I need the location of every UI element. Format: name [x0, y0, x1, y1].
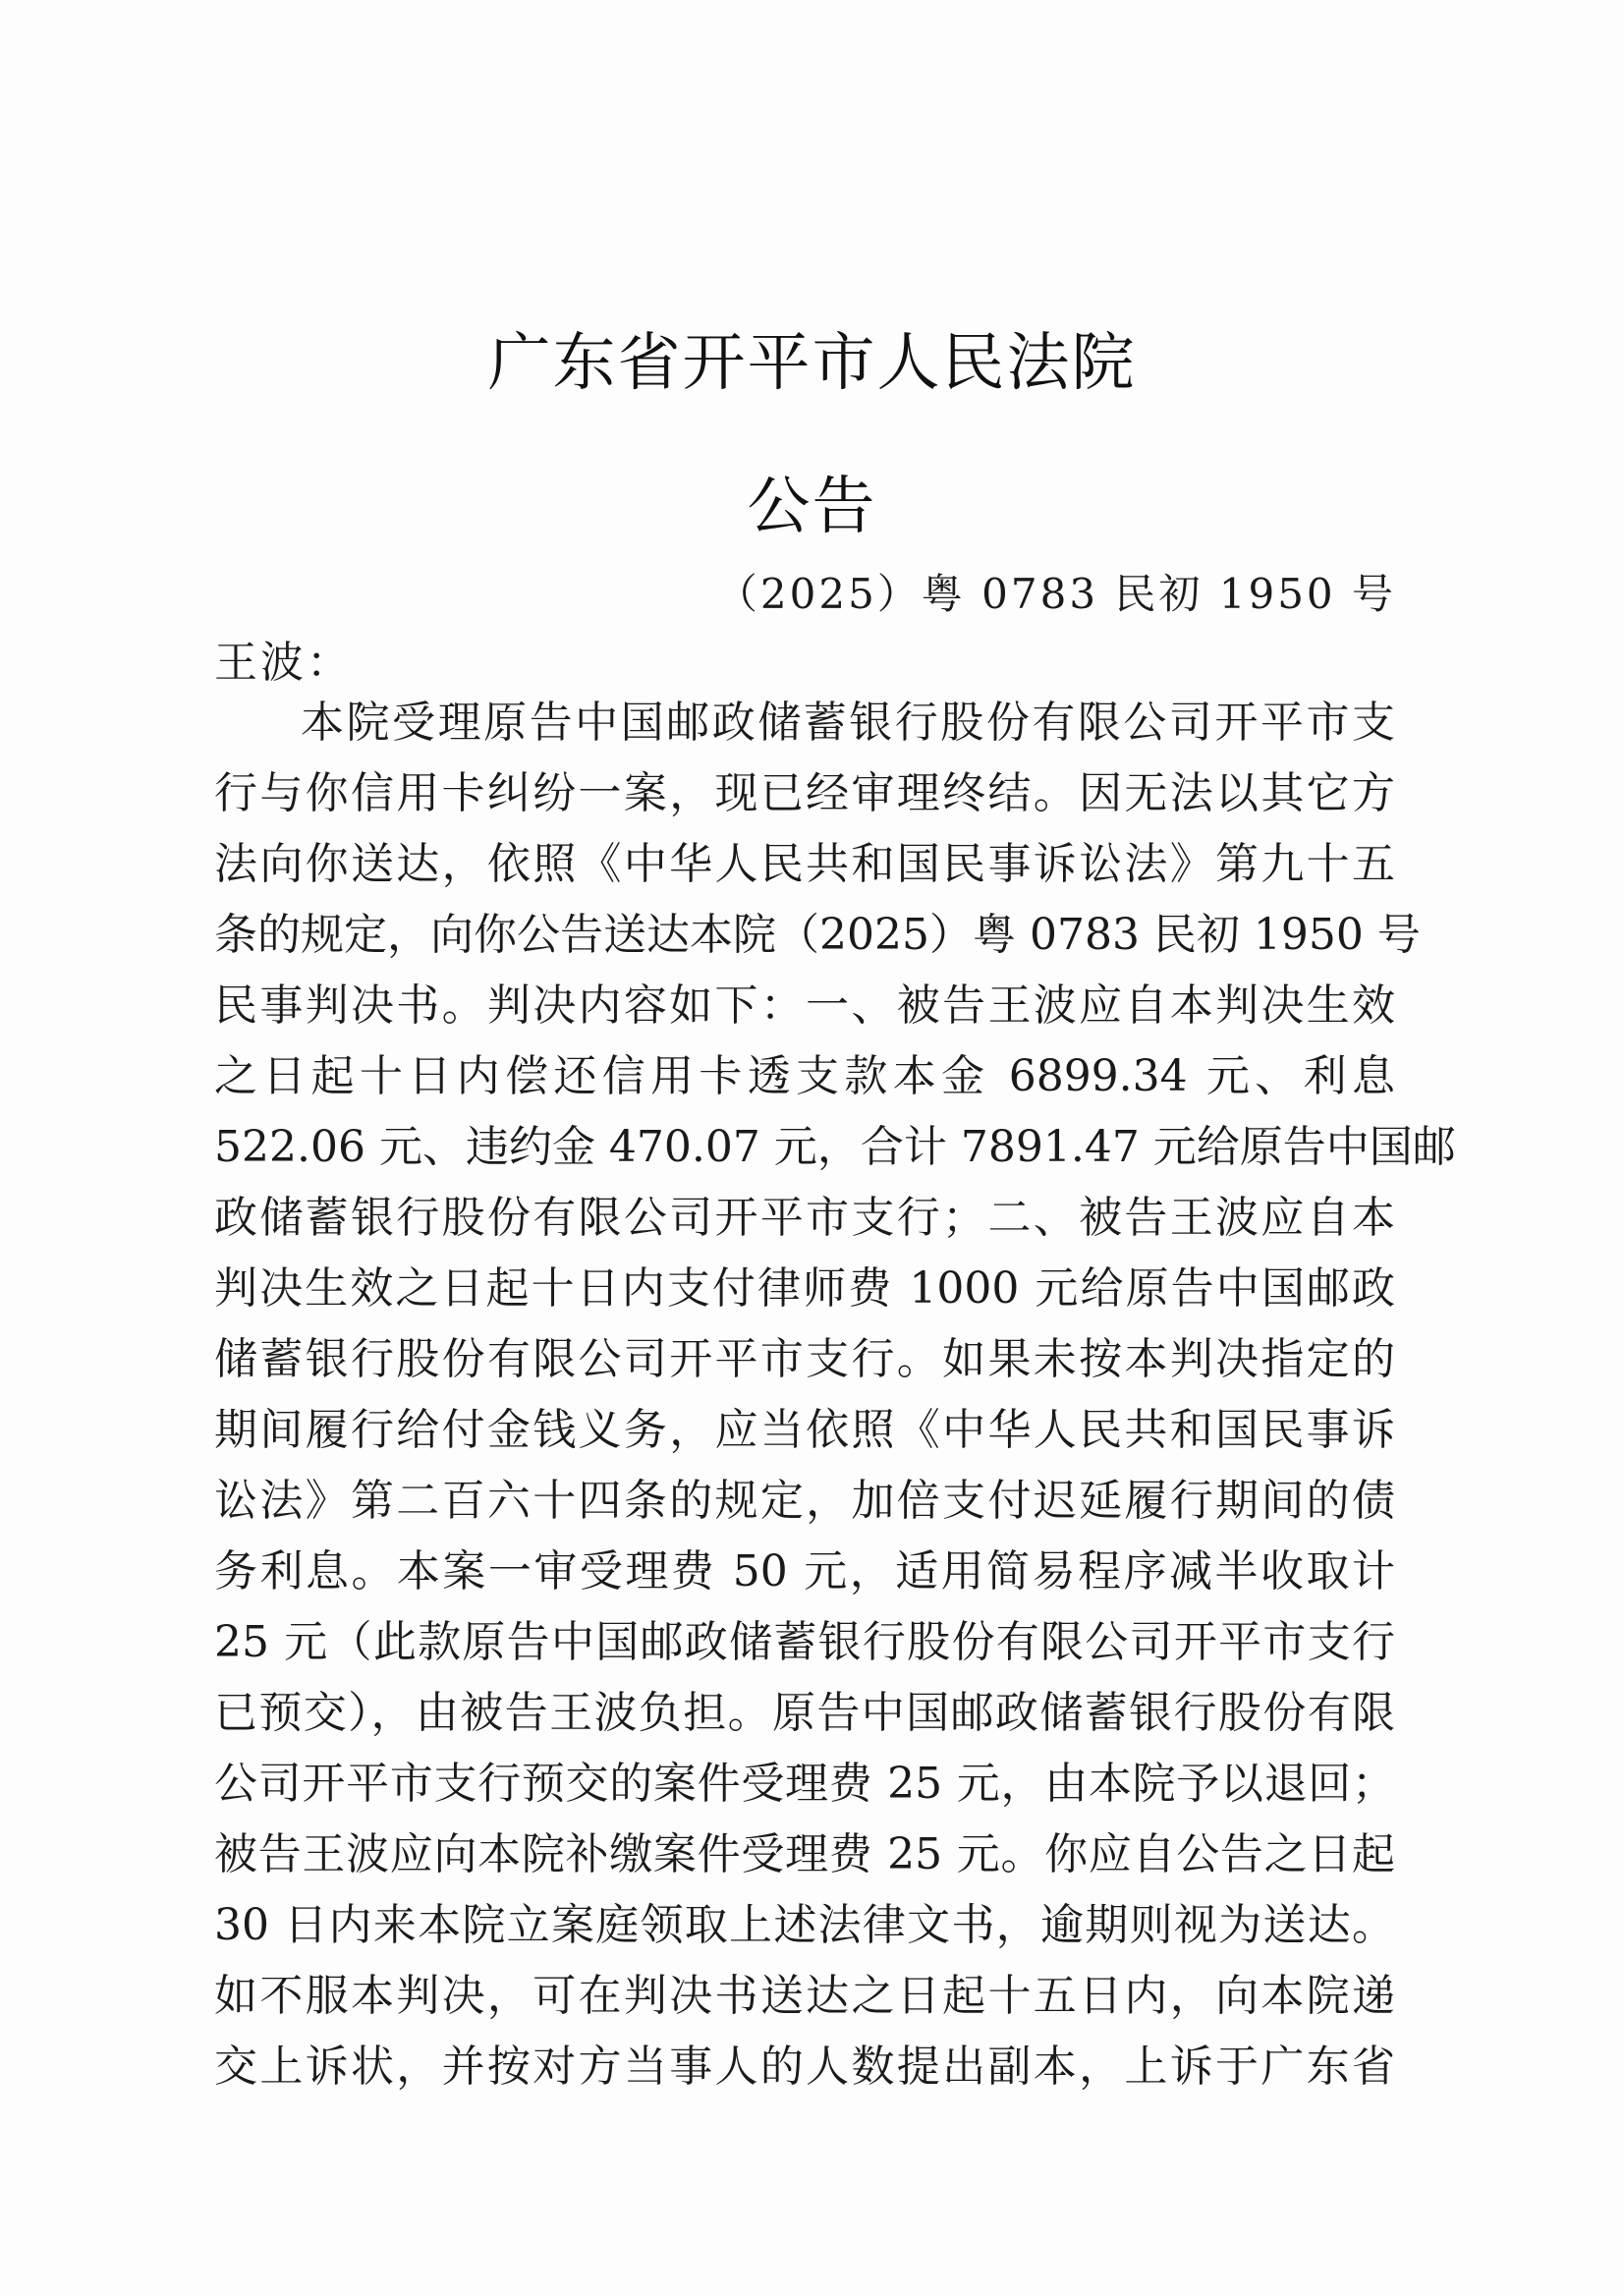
body-line: 政储蓄银行股份有限公司开平市支行；二、被告王波应自本 [214, 1193, 1395, 1243]
body-line: 522.06 元、违约金 470.07 元，合计 7891.47 元给原告中国邮 [214, 1122, 1456, 1172]
body-line: 交上诉状，并按对方当事人的人数提出副本，上诉于广东省 [214, 2042, 1395, 2092]
body-line: 如不服本判决，可在判决书送达之日起十五日内，向本院递 [214, 1971, 1395, 2021]
notice-body [214, 688, 1456, 2102]
body-line: 本院受理原告中国邮政储蓄银行股份有限公司开平市支 [301, 698, 1395, 748]
body-line: 储蓄银行股份有限公司开平市支行。如果未按本判决指定的 [214, 1334, 1395, 1384]
body-line: 行与你信用卡纠纷一案，现已经审理终结。因无法以其它方 [214, 768, 1395, 818]
body-line: 30 日内来本院立案庭领取上述法律文书，逾期则视为送达。 [214, 1900, 1395, 1950]
court-name: 广东省开平市人民法院 [487, 327, 1137, 400]
body-line: 25 元（此款原告中国邮政储蓄银行股份有限公司开平市支行 [214, 1617, 1395, 1667]
body-line: 判决生效之日起十日内支付律师费 1000 元给原告中国邮政 [214, 1263, 1395, 1314]
addressee: 王波： [214, 638, 353, 688]
body-line: 已预交），由被告王波负担。原告中国邮政储蓄银行股份有限 [214, 1688, 1395, 1738]
body-line: 被告王波应向本院补缴案件受理费 25 元。你应自公告之日起 [214, 1829, 1395, 1879]
body-line: 期间履行给付金钱义务，应当依照《中华人民共和国民事诉 [214, 1405, 1395, 1455]
notice-title: 公告 [747, 471, 877, 543]
case-number: （2025）粤 0783 民初 1950 号 [715, 570, 1396, 618]
body-line: 条的规定，向你公告送达本院（2025）粤 0783 民初 1950 号 [214, 910, 1421, 960]
body-line: 法向你送达，依照《中华人民共和国民事诉讼法》第九十五 [214, 839, 1395, 889]
body-line: 公司开平市支行预交的案件受理费 25 元，由本院予以退回； [214, 1759, 1395, 1809]
body-line: 之日起十日内偿还信用卡透支款本金 6899.34 元、利息 [214, 1051, 1395, 1101]
body-line: 务利息。本案一审受理费 50 元，适用简易程序减半收取计 [214, 1546, 1395, 1596]
body-line: 讼法》第二百六十四条的规定，加倍支付迟延履行期间的债 [214, 1476, 1395, 1526]
body-line: 民事判决书。判决内容如下：一、被告王波应自本判决生效 [214, 980, 1395, 1031]
